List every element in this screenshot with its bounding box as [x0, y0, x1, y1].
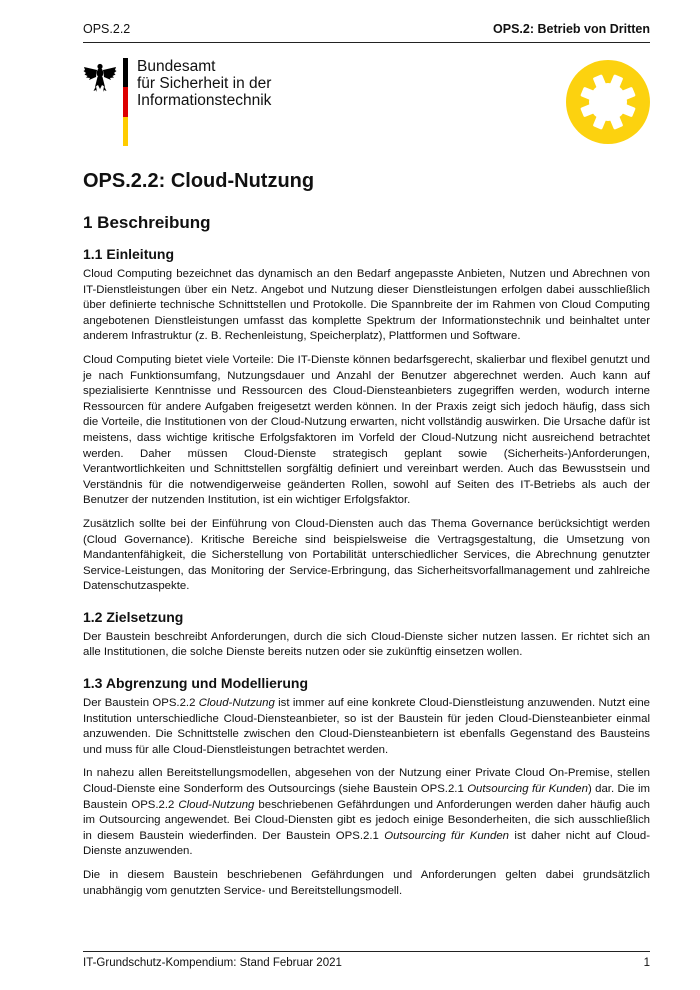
bsi-line-3: Informationstechnik [137, 92, 272, 109]
paragraph: Der Baustein OPS.2.2 Cloud-Nutzung ist immer auf eine konkrete Cloud-Dienstleistung anzuwenden. Nutzt eine Institution unterschiedliche Cloud-Diensteanbieter, so ist der Baustein für jeden Cloud-Diensteanbieter einmal anzuwenden. Die Schnittstelle zwischen den Cloud-Diensteanbietern ist ebenfalls Gegenstand des Bausteins und muss für alle Cloud-Dienstleistungen betrachtet werden. [83, 697, 651, 756]
subsection-heading-einleitung: 1.1 Einleitung [83, 246, 175, 262]
german-flag-bar [123, 58, 128, 146]
header-module-id: OPS.2.2 [83, 22, 131, 36]
bsi-logo [83, 58, 343, 146]
bsi-line-1: Bundesamt [137, 58, 216, 75]
bsi-wordmark [137, 58, 271, 109]
document-title: OPS.2.2: Cloud-Nutzung [83, 170, 315, 192]
subsection-heading-zielsetzung: 1.2 Zielsetzung [83, 608, 184, 625]
paragraph: Cloud Computing bezeichnet das dynamisch an den Bedarf angepasste Anbieten, Nutzen und Abrechnen von IT-Dienstleistungen über ein Netz. Angebot und Nutzung dieser Dienstleistungen erfolgen dabei ausschließlich über definierte technische Schnittstellen und Protokolle. Die Spannbreite der im Rahmen von Cloud Computing angebotenen Dienstleistungen umfasst das komplette Spektrum der Informationstechnik und beinhaltet unter anderem Infrastruktur (z. B. Rechenleistung, Speicherplatz), Plattformen und Software. [83, 268, 650, 343]
running-footer [83, 951, 650, 972]
paragraph: Die in diesem Baustein beschriebenen Gefährdungen und Anforderungen gelten dabei grundsätzlich unabhängig vom genutzten Service- und Bereitstellungsmodell. [83, 869, 650, 897]
paragraph: Der Baustein beschreibt Anforderungen, durch die sich Cloud-Dienste sicher nutzen lassen. Er richtet sich an alle Institutionen, die solche Dienste bereits nutzen oder sie zukünftig einsetzen wollen. [83, 630, 650, 659]
header-chapter-title: OPS.2: Betrieb von Dritten [493, 22, 650, 36]
subsection-heading-abgrenzung: 1.3 Abgrenzung und Modellierung [83, 675, 309, 692]
federal-eagle-icon [83, 60, 117, 94]
footer-edition: IT-Grundschutz-Kompendium: Stand Februar 2021 [83, 957, 342, 969]
paragraph: In nahezu allen Bereitstellungsmodellen, abgesehen von der Nutzung einer Private Cloud On-Premise, stellen Cloud-Dienste eine Sonderform des Outsourcings (siehe Baustein OPS.2.1 Outsourcing für Kunden) dar. Die im Baustein OPS.2.2 Cloud-Nutzung beschriebenen Gefährdungen und Anforderungen werden daher häufig auch im Outsourcing angewendet. Bei Cloud-Diensten gibt es jedoch einige Besonderheiten, die sich ausschließlich in diesem Baustein wiederfinden. Der Baustein OPS.2.1 Outsourcing für Kunden ist daher nicht auf Cloud-Dienste anzuwenden. [83, 767, 651, 858]
main-content [83, 170, 650, 907]
paragraph: Cloud Computing bietet viele Vorteile: Die IT-Dienste können bedarfsgerecht, skalierbar und flexibel genutzt und je nach Funktionsumfang, Nutzungsdauer und Anzahl der Benutzer abgerechnet werden. Auch kann auf spezialisierte Kenntnisse und Ressourcen des Cloud-Diensteanbieters zugegriffen werden, wodurch interne Ressourcen für andere Aufgaben freigesetzt werden können. In der Praxis zeigt sich jedoch häufig, dass sich die Vorteile, die Institutionen von der Cloud-Nutzung erwarten, nicht vollständig auswirken. Die Ursache dafür ist meistens, dass wichtige kritische Erfolgsfaktoren im Vorfeld der Cloud-Nutzung nicht ausreichend betrachtet werden. Daher müssen Cloud-Dienste strategisch geplant sowie (Sicherheits-)Anforderungen, Verantwortlichkeiten und Schnittstellen sorgfältig definiert und vereinbart werden. Auch das Bewusstsein und Verständnis für die notwendigerweise geänderten Rollen, sowohl auf Seiten des IT-Betriebs als auch der Benutzer der nutzenden Institution, ist ein wichtiger Erfolgsfaktor. [83, 353, 650, 507]
gear-icon [566, 60, 650, 144]
bsi-line-2: für Sicherheit in der [137, 75, 272, 92]
paragraph: Zusätzlich sollte bei der Einführung von Cloud-Diensten auch das Thema Governance berücksichtigt werden (Cloud Governance). Kritische Bereiche sind beispielsweise die Vertragsgestaltung, die Umsetzung von Mandantenfähigkeit, die Sicherstellung von Portabilität unterschiedlicher Services, die Abrechnung genutzter Service-Leistungen, das Monitoring der Service-Erbringung, das Sicherheitsvorfallmanagement und zahlreiche Datenschutzaspekte. [83, 517, 650, 593]
section-heading-beschreibung: 1 Beschreibung [83, 213, 211, 232]
page-number: 1 [643, 957, 650, 969]
running-header [83, 22, 650, 43]
